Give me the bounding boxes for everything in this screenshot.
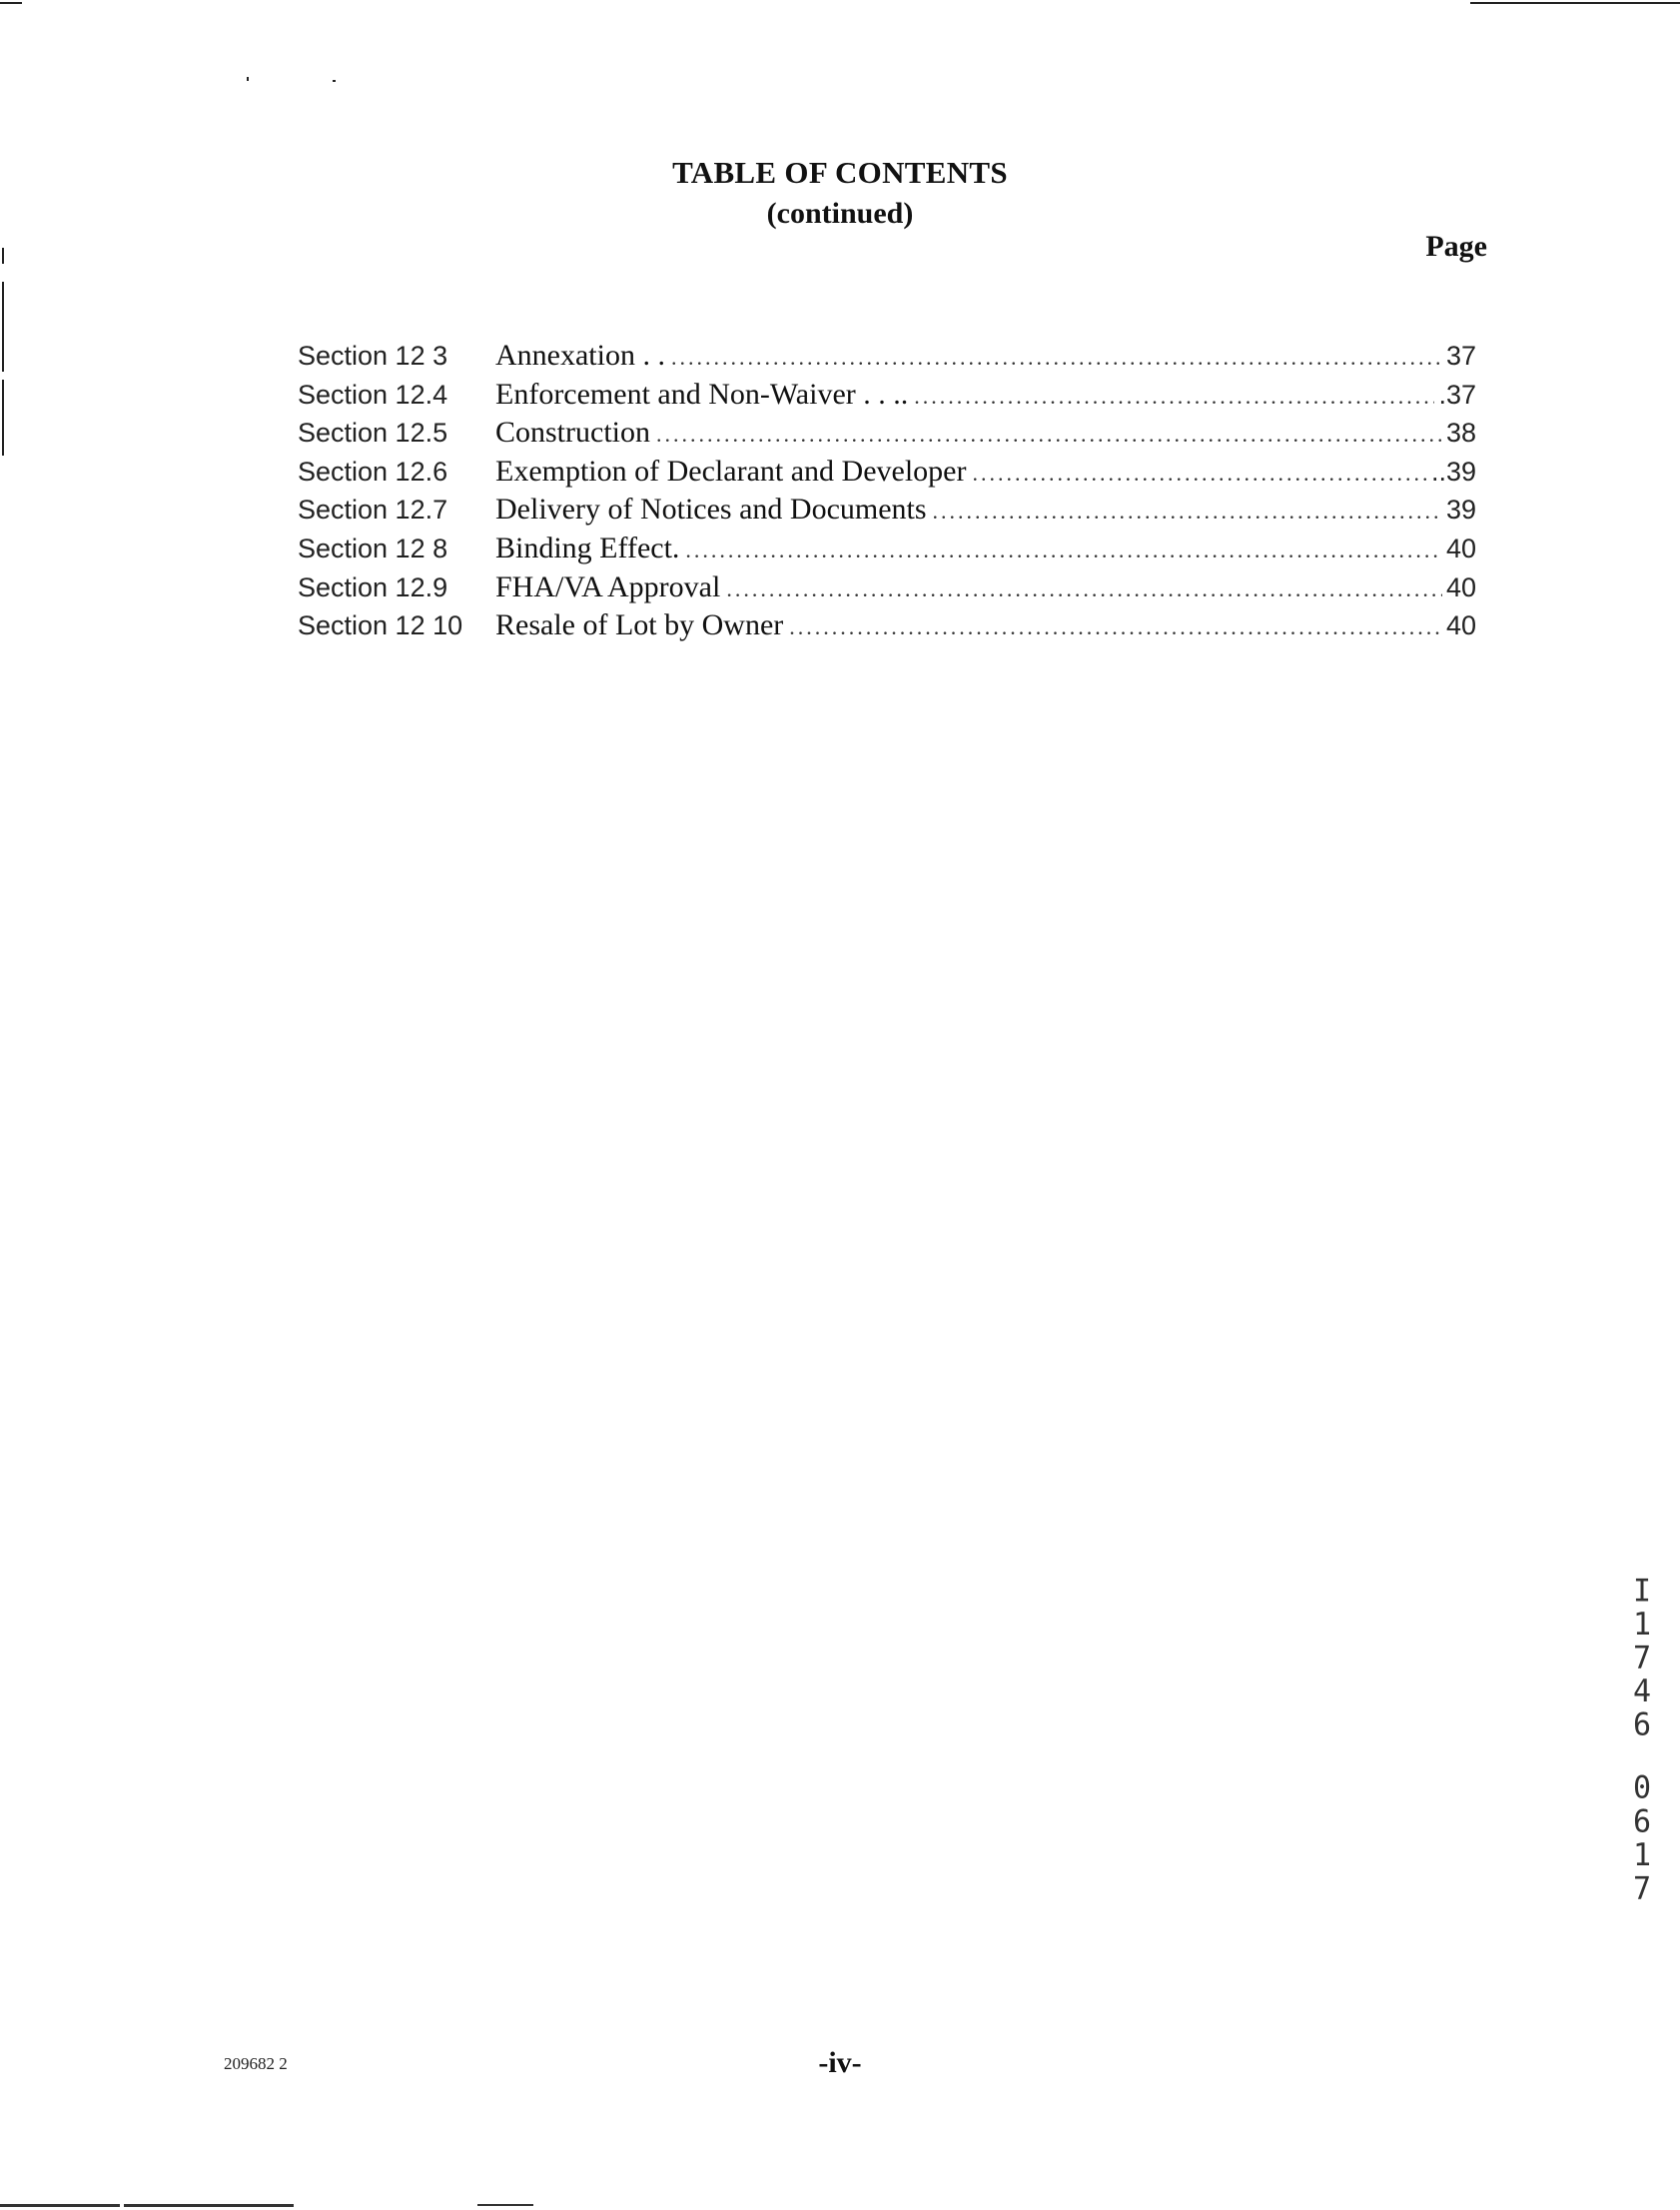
stamp-digit: 6 (1632, 1803, 1652, 1840)
toc-entry (298, 530, 1476, 568)
scan-mark-bottom-1 (0, 2204, 120, 2207)
toc-leader-dots (726, 570, 1442, 608)
toc-section-number: Section 12.9 (298, 571, 448, 602)
scan-mark-bottom-3 (477, 2204, 533, 2206)
toc-entry (298, 606, 1476, 645)
stamp-digit: 0 (1632, 1769, 1652, 1807)
toc-entry (298, 491, 1476, 530)
toc-section-number: Section 12.6 (298, 456, 448, 487)
stamp-digit: 7 (1632, 1870, 1652, 1907)
toc-page-number: 38 (1445, 418, 1476, 449)
toc-section-title: Exemption of Declarant and Developer (495, 454, 967, 488)
toc-entry (298, 414, 1476, 453)
toc-page-number: .37 (1438, 379, 1476, 410)
scan-dot-1 (247, 77, 249, 81)
toc-entry (298, 453, 1476, 492)
toc-leader-dots (972, 455, 1426, 493)
scan-mark-top-right (1470, 2, 1680, 4)
toc-entry (298, 568, 1476, 607)
toc-list (298, 337, 1476, 645)
toc-section-title: FHA/VA Approval (495, 569, 721, 603)
toc-page-number: 37 (1445, 341, 1476, 371)
stamp-digit: 6 (1632, 1706, 1652, 1744)
stamp-digit: 1 (1632, 1836, 1652, 1874)
document-id: 209682 2 (224, 2054, 288, 2073)
scan-mark-top-left (0, 2, 22, 4)
scan-mark-left-3 (2, 380, 4, 456)
toc-section-title: Enforcement and Non-Waiver . . .. (495, 377, 909, 411)
toc-section-title: Annexation . . (495, 339, 665, 372)
toc-leader-dots (685, 532, 1442, 569)
toc-section-number: Section 12.7 (298, 495, 448, 526)
toc-section-number: Section 12.5 (298, 418, 448, 449)
toc-entry (298, 376, 1476, 415)
toc-section-title: Resale of Lot by Owner (495, 608, 784, 642)
stamp-digit: 1 (1632, 1606, 1652, 1644)
toc-section-title: Delivery of Notices and Documents (495, 493, 927, 527)
toc-page-number: 40 (1445, 571, 1476, 602)
toc-leader-dots (914, 378, 1434, 416)
toc-leader-dots (933, 493, 1442, 531)
scan-dot-2 (333, 80, 336, 82)
scan-mark-bottom-2 (124, 2204, 294, 2207)
toc-page-number: 39 (1445, 495, 1476, 526)
toc-leader-dots (656, 416, 1442, 454)
stamp-digit: I (1632, 1573, 1652, 1610)
toc-section-title: Binding Effect. (495, 531, 680, 564)
scan-mark-left-2 (2, 282, 4, 372)
toc-section-number: Section 12.4 (298, 379, 448, 410)
toc-page-number: 40 (1445, 533, 1476, 563)
document-stamp-number (1622, 1575, 1662, 1906)
scan-mark-left-1 (2, 248, 4, 264)
toc-section-number: Section 12 8 (298, 533, 448, 563)
page-column-header: Page (1425, 230, 1487, 263)
page-title: TABLE OF CONTENTS (672, 155, 1008, 190)
toc-entry (298, 337, 1476, 376)
toc-section-number: Section 12 10 (298, 610, 463, 641)
toc-section-title: Construction (495, 416, 650, 450)
toc-leader-dots (789, 608, 1442, 646)
toc-leader-dots (671, 339, 1442, 377)
toc-page-number: ..39 (1430, 456, 1476, 487)
page-subtitle: (continued) (766, 197, 914, 230)
stamp-digit: 7 (1632, 1640, 1652, 1676)
toc-page-number: 40 (1445, 610, 1476, 641)
stamp-digit: 4 (1632, 1672, 1652, 1710)
toc-section-number: Section 12 3 (298, 341, 448, 371)
footer-page-number: -iv- (818, 2046, 862, 2079)
